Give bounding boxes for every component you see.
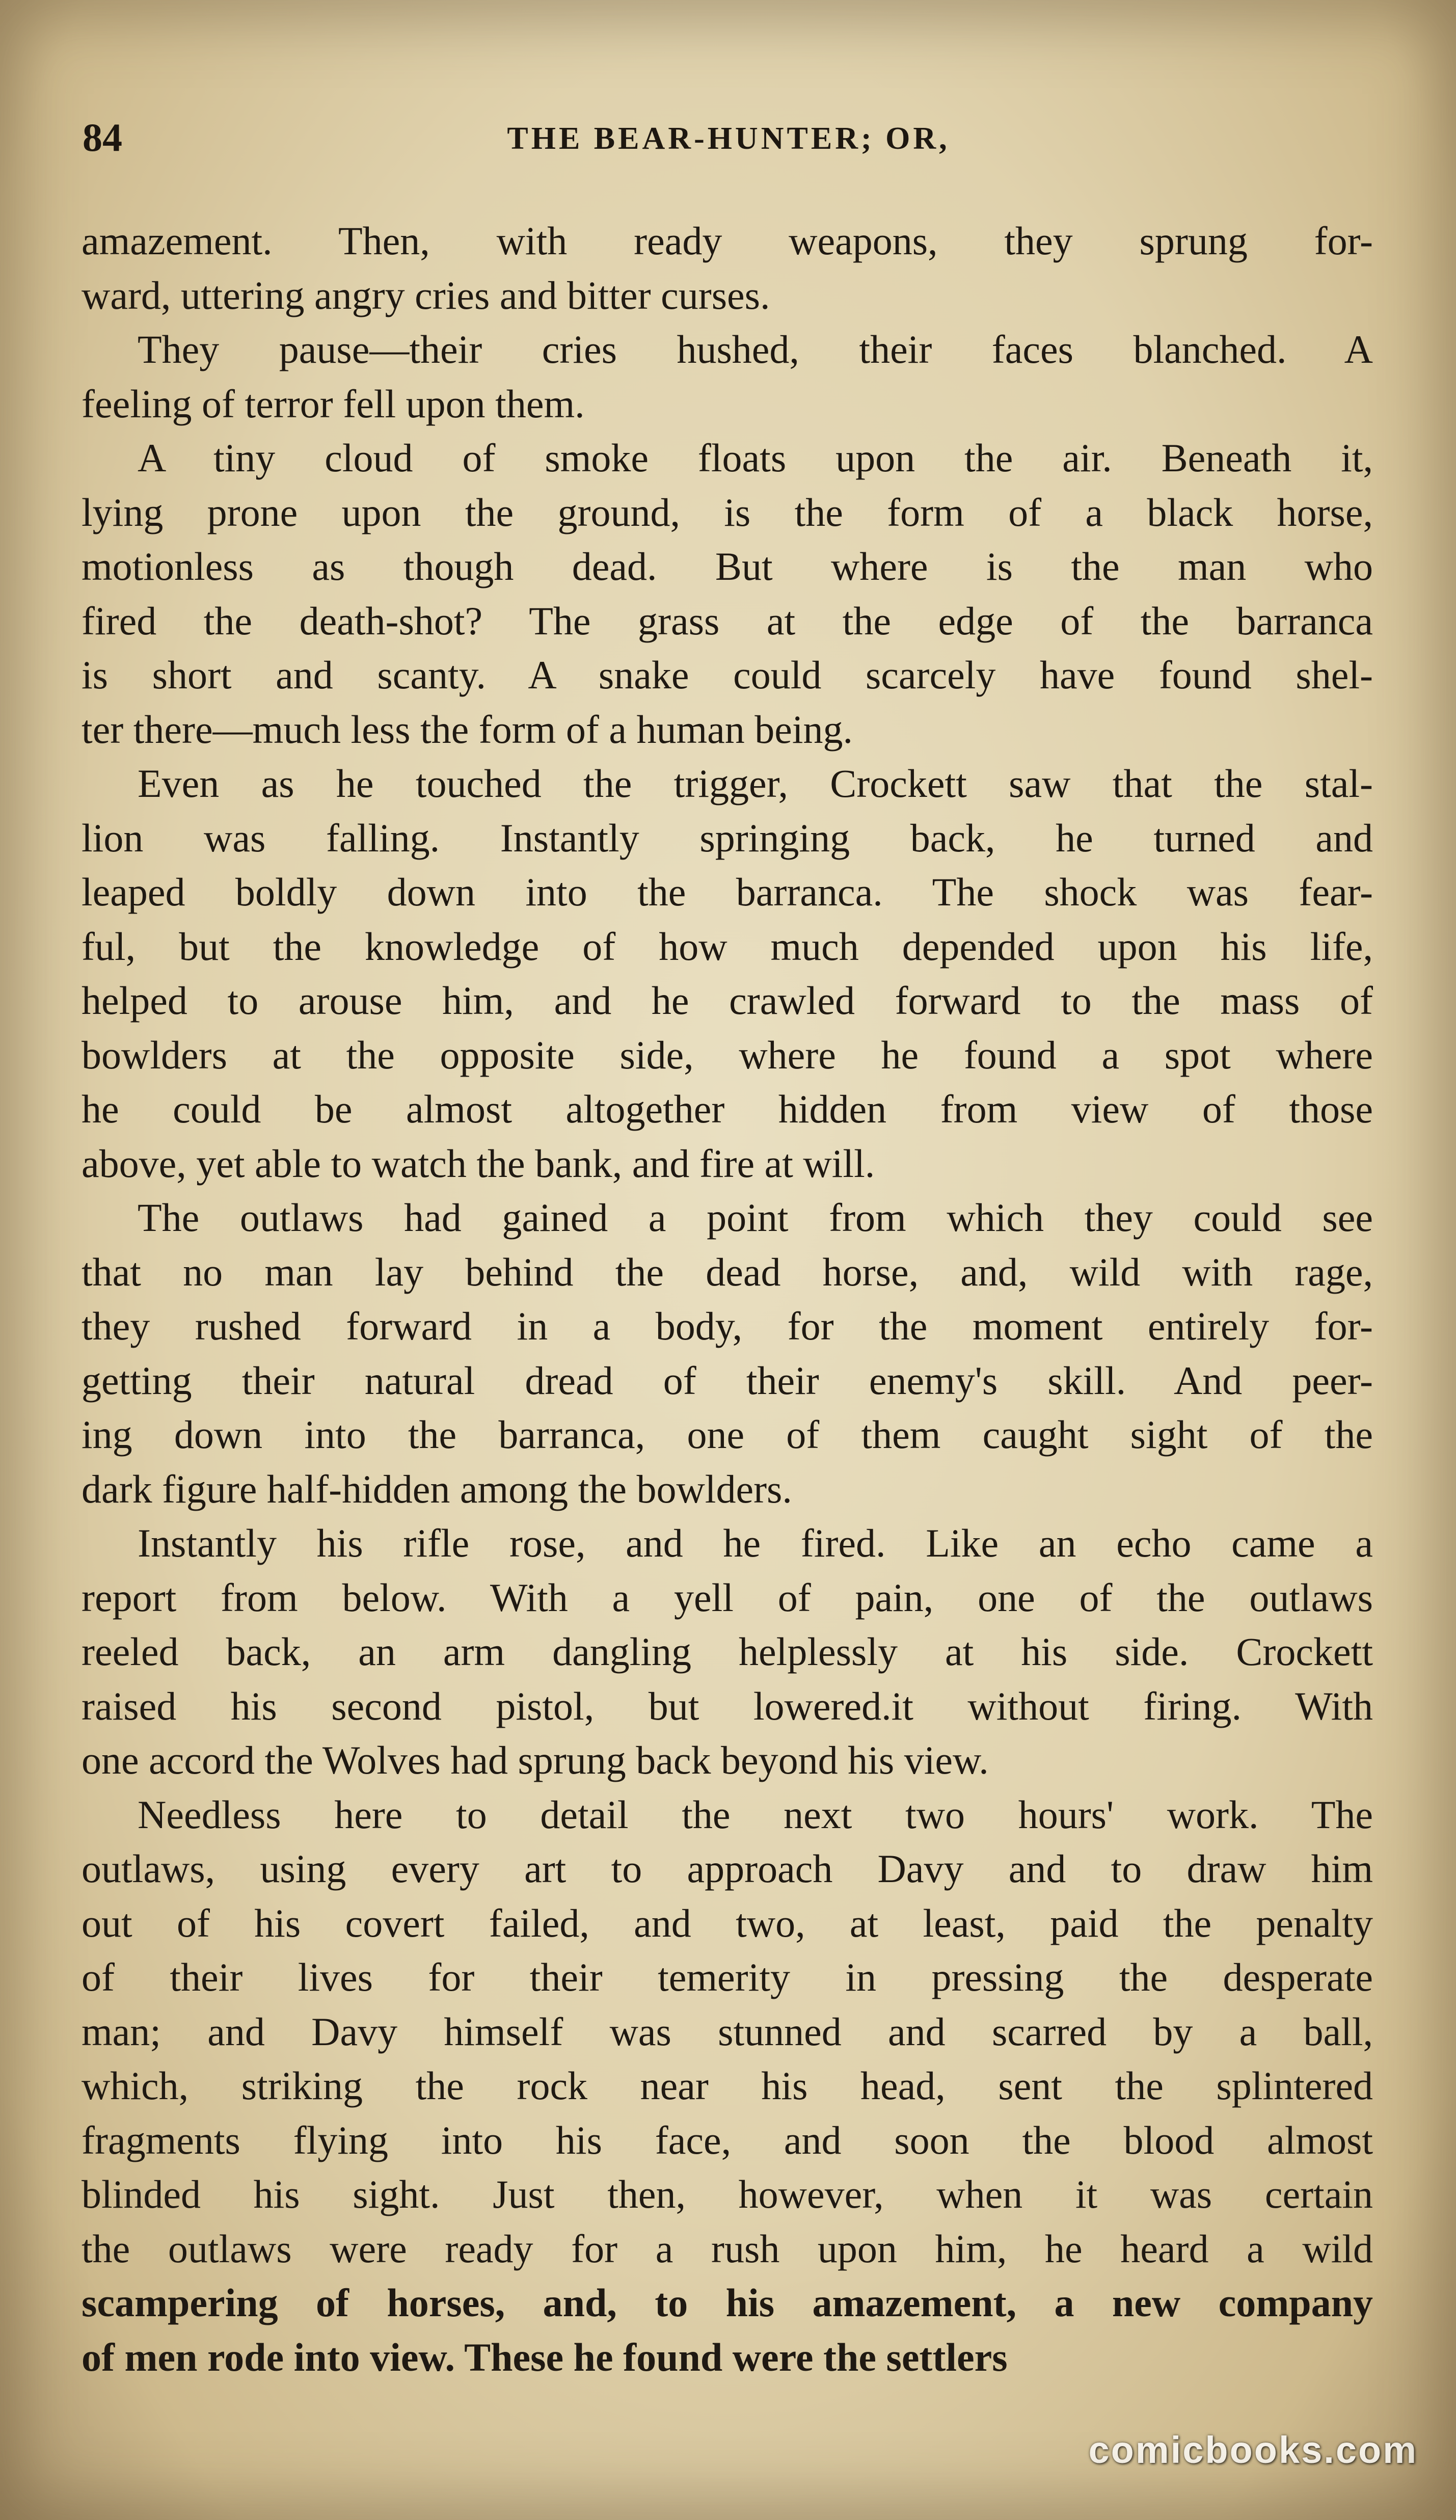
text-line: fragments flying into his face, and soon the blood almost: [82, 2117, 1373, 2162]
text-line: lion was falling. Instantly springing back, he turned and: [82, 815, 1373, 860]
text-line: bowlders at the opposite side, where he found a spot where: [82, 1032, 1373, 1077]
text-line: feeling of terror fell upon them.: [82, 381, 585, 426]
text-line: one accord the Wolves had sprung back beyond his view.: [82, 1738, 989, 1782]
text-line: of their lives for their temerity in pressing the desperate: [82, 1955, 1373, 1999]
text-line: lying prone upon the ground, is the form of a black horse,: [82, 490, 1373, 534]
text-line: Even as he touched the trigger, Crockett saw that the stal-: [138, 761, 1373, 806]
text-line: The outlaws had gained a point from which they could see: [138, 1195, 1373, 1240]
text-line: leaped boldly down into the barranca. The shock was fear-: [82, 870, 1373, 914]
text-line: is short and scanty. A snake could scarcely have found shel-: [82, 653, 1373, 697]
paragraph: [82, 323, 1373, 431]
text-line: raised his second pistol, but lowered.it without firing. With: [82, 1683, 1373, 1728]
text-line: above, yet able to watch the bank, and fire at will.: [82, 1141, 875, 1186]
text-line: ful, but the knowledge of how much depended upon his life,: [82, 924, 1373, 969]
text-line: outlaws, using every art to approach Davy and to draw him: [82, 1846, 1373, 1891]
text-line: Needless here to detail the next two hours' work. The: [138, 1792, 1373, 1837]
running-title: THE BEAR-HUNTER; OR,: [507, 121, 950, 156]
page-number: 84: [83, 115, 122, 159]
paragraph: [82, 431, 1373, 757]
text-line: blinded his sight. Just then, however, when it was certain: [82, 2172, 1373, 2216]
text-line: which, striking the rock near his head, sent the splintered: [82, 2063, 1373, 2108]
text-line: amazement. Then, with ready weapons, they sprung for-: [82, 219, 1373, 263]
page-header: [76, 115, 1381, 171]
text-line: ing down into the barranca, one of them caught sight of the: [82, 1412, 1373, 1457]
paragraph: [82, 1516, 1373, 1788]
text-line: getting their natural dread of their enemy's skill. And peer-: [82, 1358, 1373, 1403]
text-line: reeled back, an arm dangling helplessly at his side. Crockett: [82, 1629, 1373, 1674]
text-line: ter there—much less the form of a human being.: [82, 707, 853, 752]
text-line: Instantly his rifle rose, and he fired. Like an echo came a: [138, 1521, 1373, 1565]
paragraph: [82, 1191, 1373, 1516]
text-line: they rushed forward in a body, for the moment entirely for-: [82, 1304, 1373, 1348]
text-line: he could be almost altogether hidden from view of those: [82, 1087, 1373, 1131]
text-line: ward, uttering angry cries and bitter curses.: [82, 273, 770, 317]
text-line: fired the death-shot? The grass at the edge of the barranca: [82, 598, 1373, 643]
text-line: scampering of horses, and, to his amazement, a new company: [82, 2281, 1373, 2325]
text-line: helped to arouse him, and he crawled forward to the mass of: [82, 978, 1373, 1023]
paragraph: [82, 1788, 1373, 2385]
text-line: of men rode into view. These he found were the settlers: [82, 2335, 1008, 2379]
text-line: out of his covert failed, and two, at least, paid the penalty: [82, 1900, 1373, 1945]
text-line: the outlaws were ready for a rush upon him, he heard a wild: [82, 2226, 1373, 2271]
paragraph: [82, 214, 1373, 323]
paragraph: [82, 757, 1373, 1191]
text-line: man; and Davy himself was stunned and scarred by a ball,: [82, 2009, 1373, 2054]
text-line: that no man lay behind the dead horse, and, wild with rage,: [82, 1249, 1373, 1294]
text-line: They pause—their cries hushed, their faces blanched. A: [138, 327, 1373, 371]
text-line: motionless as though dead. But where is the man who: [82, 544, 1373, 588]
watermark: comicbooks.com: [1088, 2429, 1418, 2471]
text-line: dark figure half-hidden among the bowlders.: [82, 1466, 792, 1511]
text-line: A tiny cloud of smoke floats upon the air. Beneath it,: [138, 436, 1373, 480]
text-line: report from below. With a yell of pain, one of the outlaws: [82, 1575, 1373, 1620]
body-text: [82, 214, 1373, 2384]
